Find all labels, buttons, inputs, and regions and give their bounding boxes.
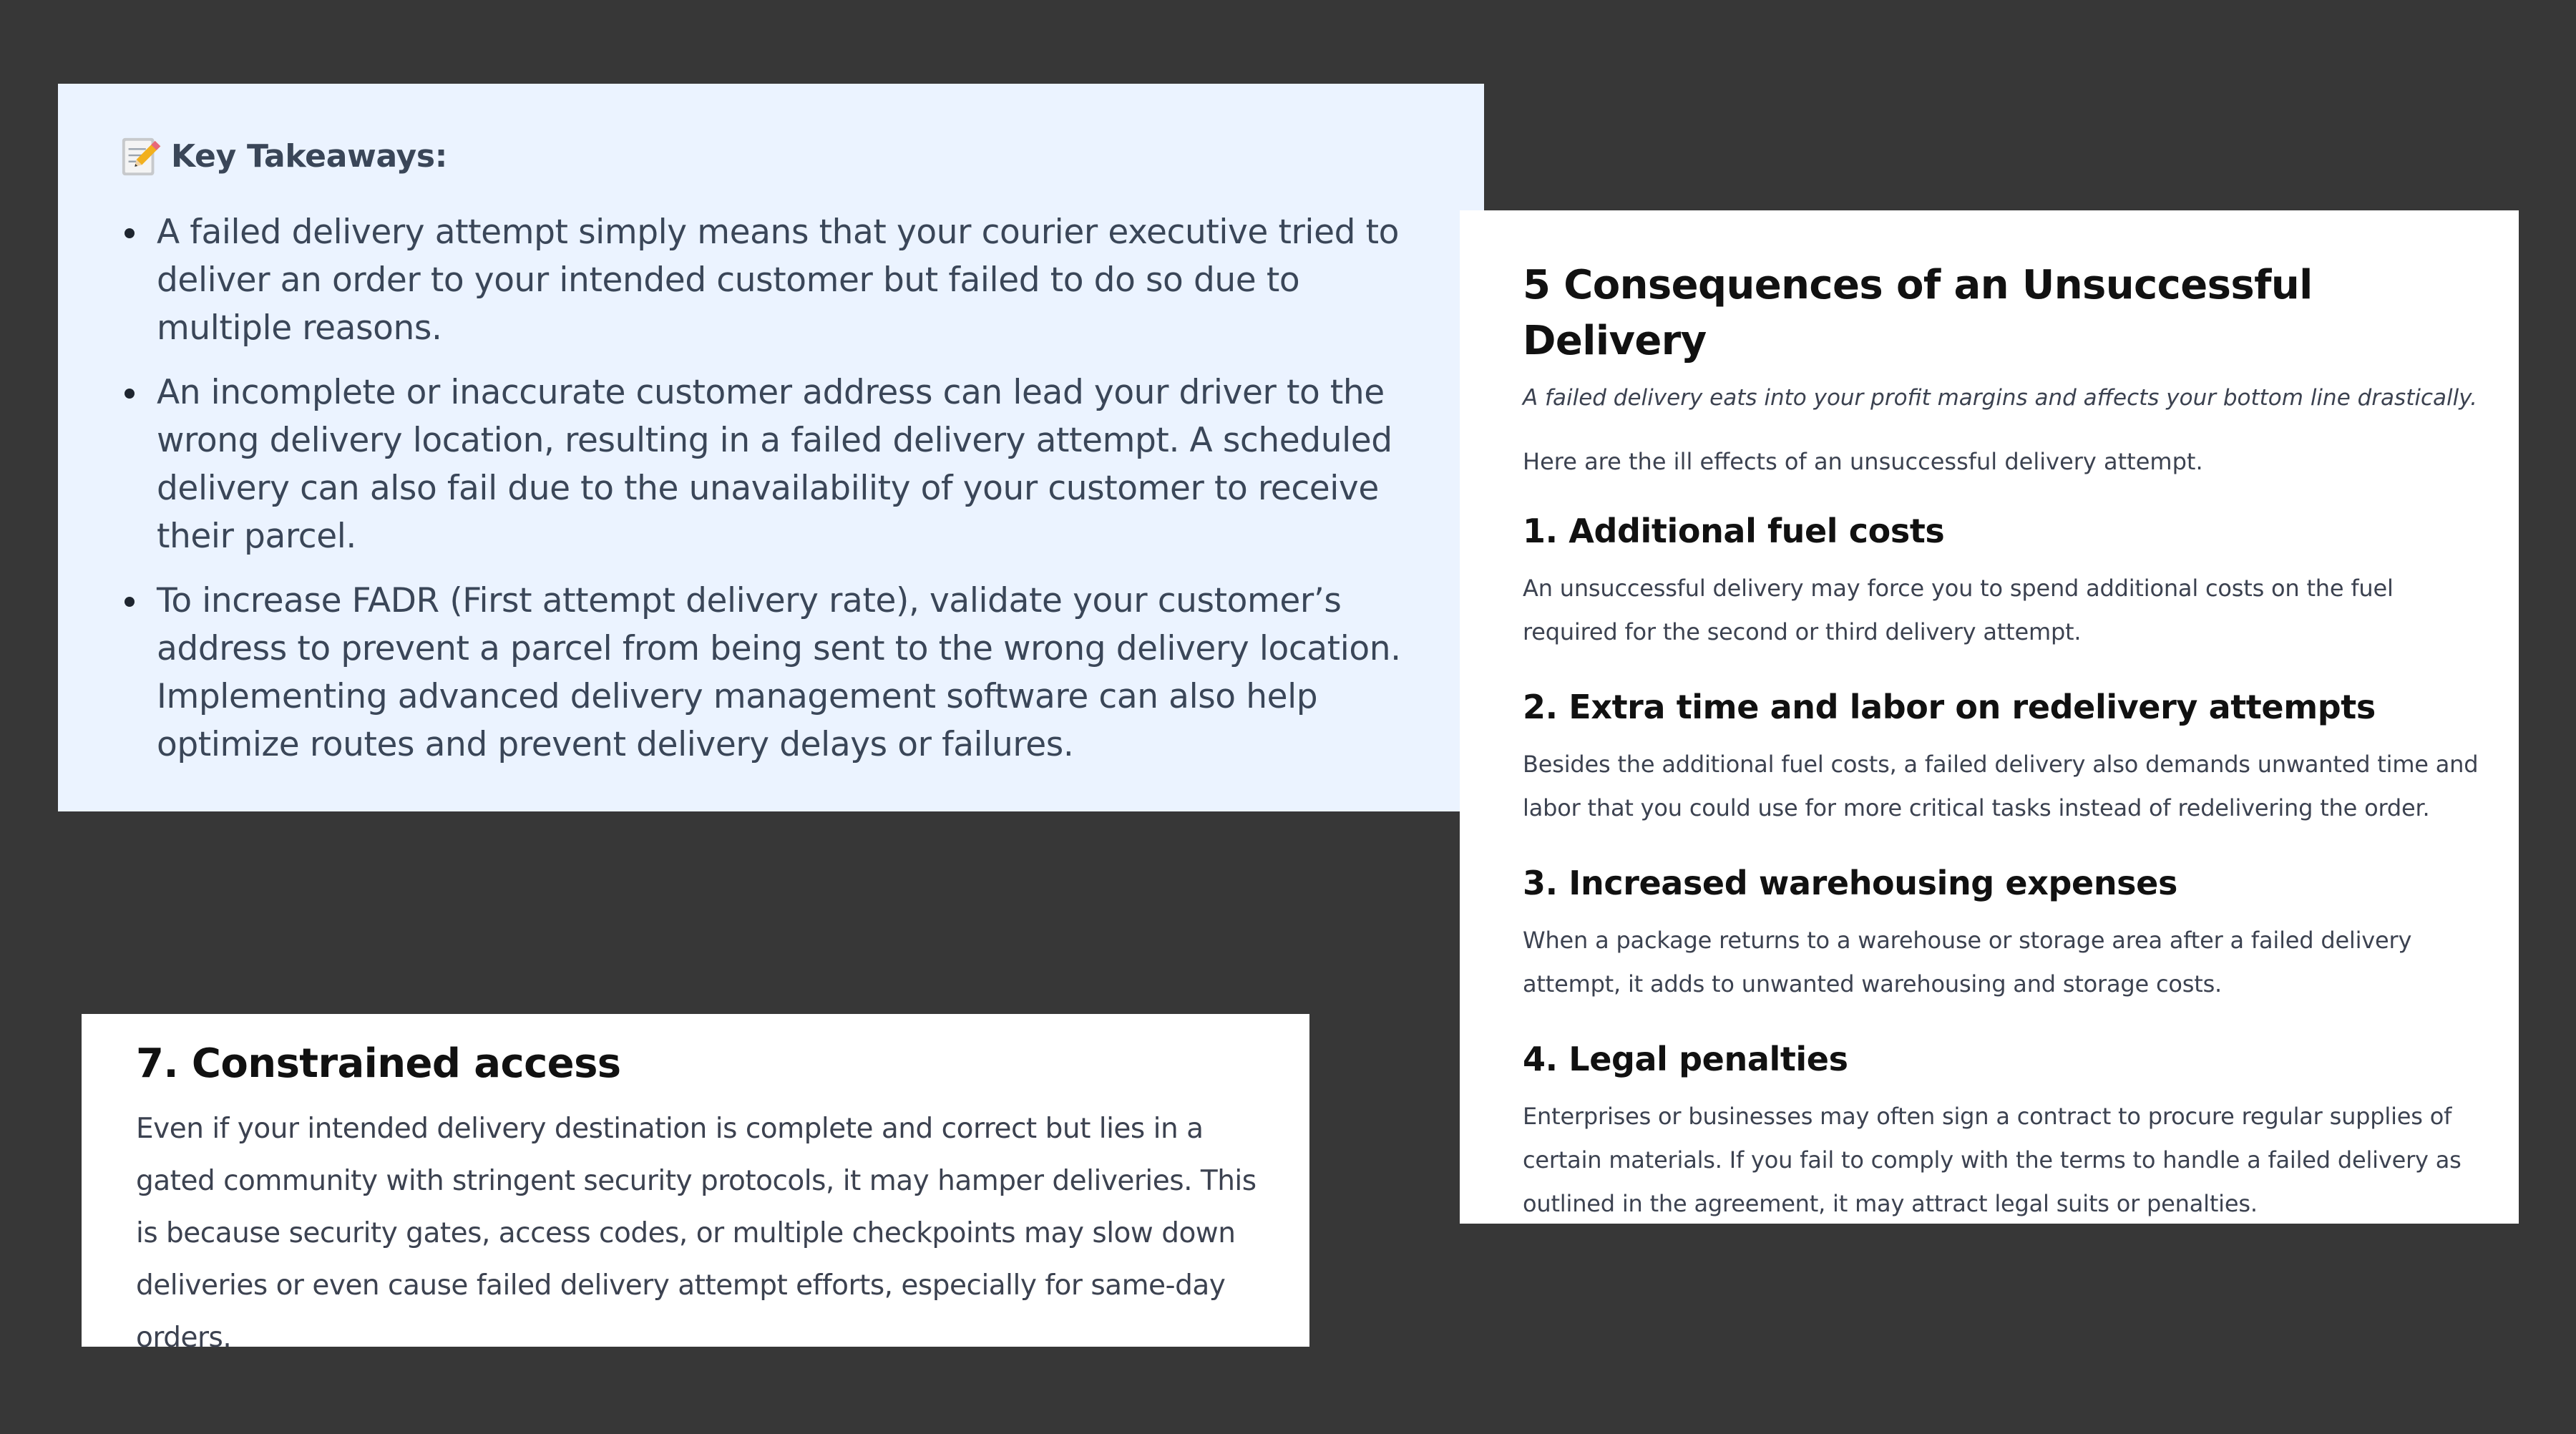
takeaways-list: [119, 208, 1434, 769]
section-heading-fuel-costs: 1. Additional fuel costs: [1523, 512, 1945, 550]
list-item-text: A failed delivery attempt simply means that your courier executive tried to deliver an order to your intended customer but failed to do so due to multiple reasons.: [157, 213, 1399, 348]
bullet-icon: [125, 228, 135, 238]
key-takeaways-header: [119, 124, 1434, 188]
section-text-fuel-costs: An unsuccessful delivery may force you to spend additional costs on the fuel required for the second or third delivery attempt.: [1523, 575, 2394, 645]
consequences-intro: Here are the ill effects of an unsuccessful delivery attempt.: [1523, 448, 2203, 475]
section-text-legal-penalties: Enterprises or businesses may often sign a contract to procure regular supplies of certain materials. If you fail to comply with the terms to handle a failed delivery as outlined in the agreement, it may attract legal suits or penalties.: [1523, 1103, 2462, 1217]
memo-pencil-icon: [119, 134, 164, 178]
bullet-icon: [125, 597, 135, 607]
constrained-access-card: [82, 1014, 1309, 1354]
list-item: [157, 577, 1434, 769]
consequences-title: 5 Consequences of an Unsuccessful Delivery: [1523, 262, 2313, 364]
list-item: [157, 369, 1434, 560]
section-text-warehousing: When a package returns to a warehouse or storage area after a failed delivery attempt, it adds to unwanted warehousing and storage costs.: [1523, 927, 2412, 998]
section-heading-warehousing: 3. Increased warehousing expenses: [1523, 864, 2177, 902]
section-heading-extra-time: 2. Extra time and labor on redelivery attempts: [1523, 688, 2376, 726]
section-heading-legal-penalties: 4. Legal penalties: [1523, 1040, 1848, 1078]
constrained-access-text: Even if your intended delivery destination is complete and correct but lies in a gated community with stringent security protocols, it may hamper deliveries. This is because security gates, access codes, or multiple checkpoints may slow down deliveries or even cause failed delivery attempt efforts, especially for same-day orders.: [136, 1113, 1257, 1354]
key-takeaways-heading: Key Takeaways:: [171, 137, 448, 175]
section-text-extra-time: Besides the additional fuel costs, a failed delivery also demands unwanted time and labor that you could use for more critical tasks instead of redelivering the order.: [1523, 751, 2479, 821]
consequences-card: [1460, 210, 2519, 1224]
list-item-text: An incomplete or inaccurate customer address can lead your driver to the wrong delivery location, resulting in a failed delivery attempt. A scheduled delivery can also fail due to the unavailability of your customer to receive their parcel.: [157, 373, 1392, 556]
list-item: [157, 208, 1434, 352]
bullet-icon: [125, 389, 135, 399]
list-item-text: To increase FADR (First attempt delivery rate), validate your customer’s address to prevent a parcel from being sent to the wrong delivery location. Implementing advanced delivery management software can also help optimize routes and prevent delivery delays or failures.: [157, 581, 1401, 764]
constrained-access-heading: 7. Constrained access: [136, 1040, 621, 1087]
consequences-subtitle: A failed delivery eats into your profit margins and affects your bottom line drastically.: [1523, 385, 2478, 411]
key-takeaways-card: [58, 84, 1484, 811]
